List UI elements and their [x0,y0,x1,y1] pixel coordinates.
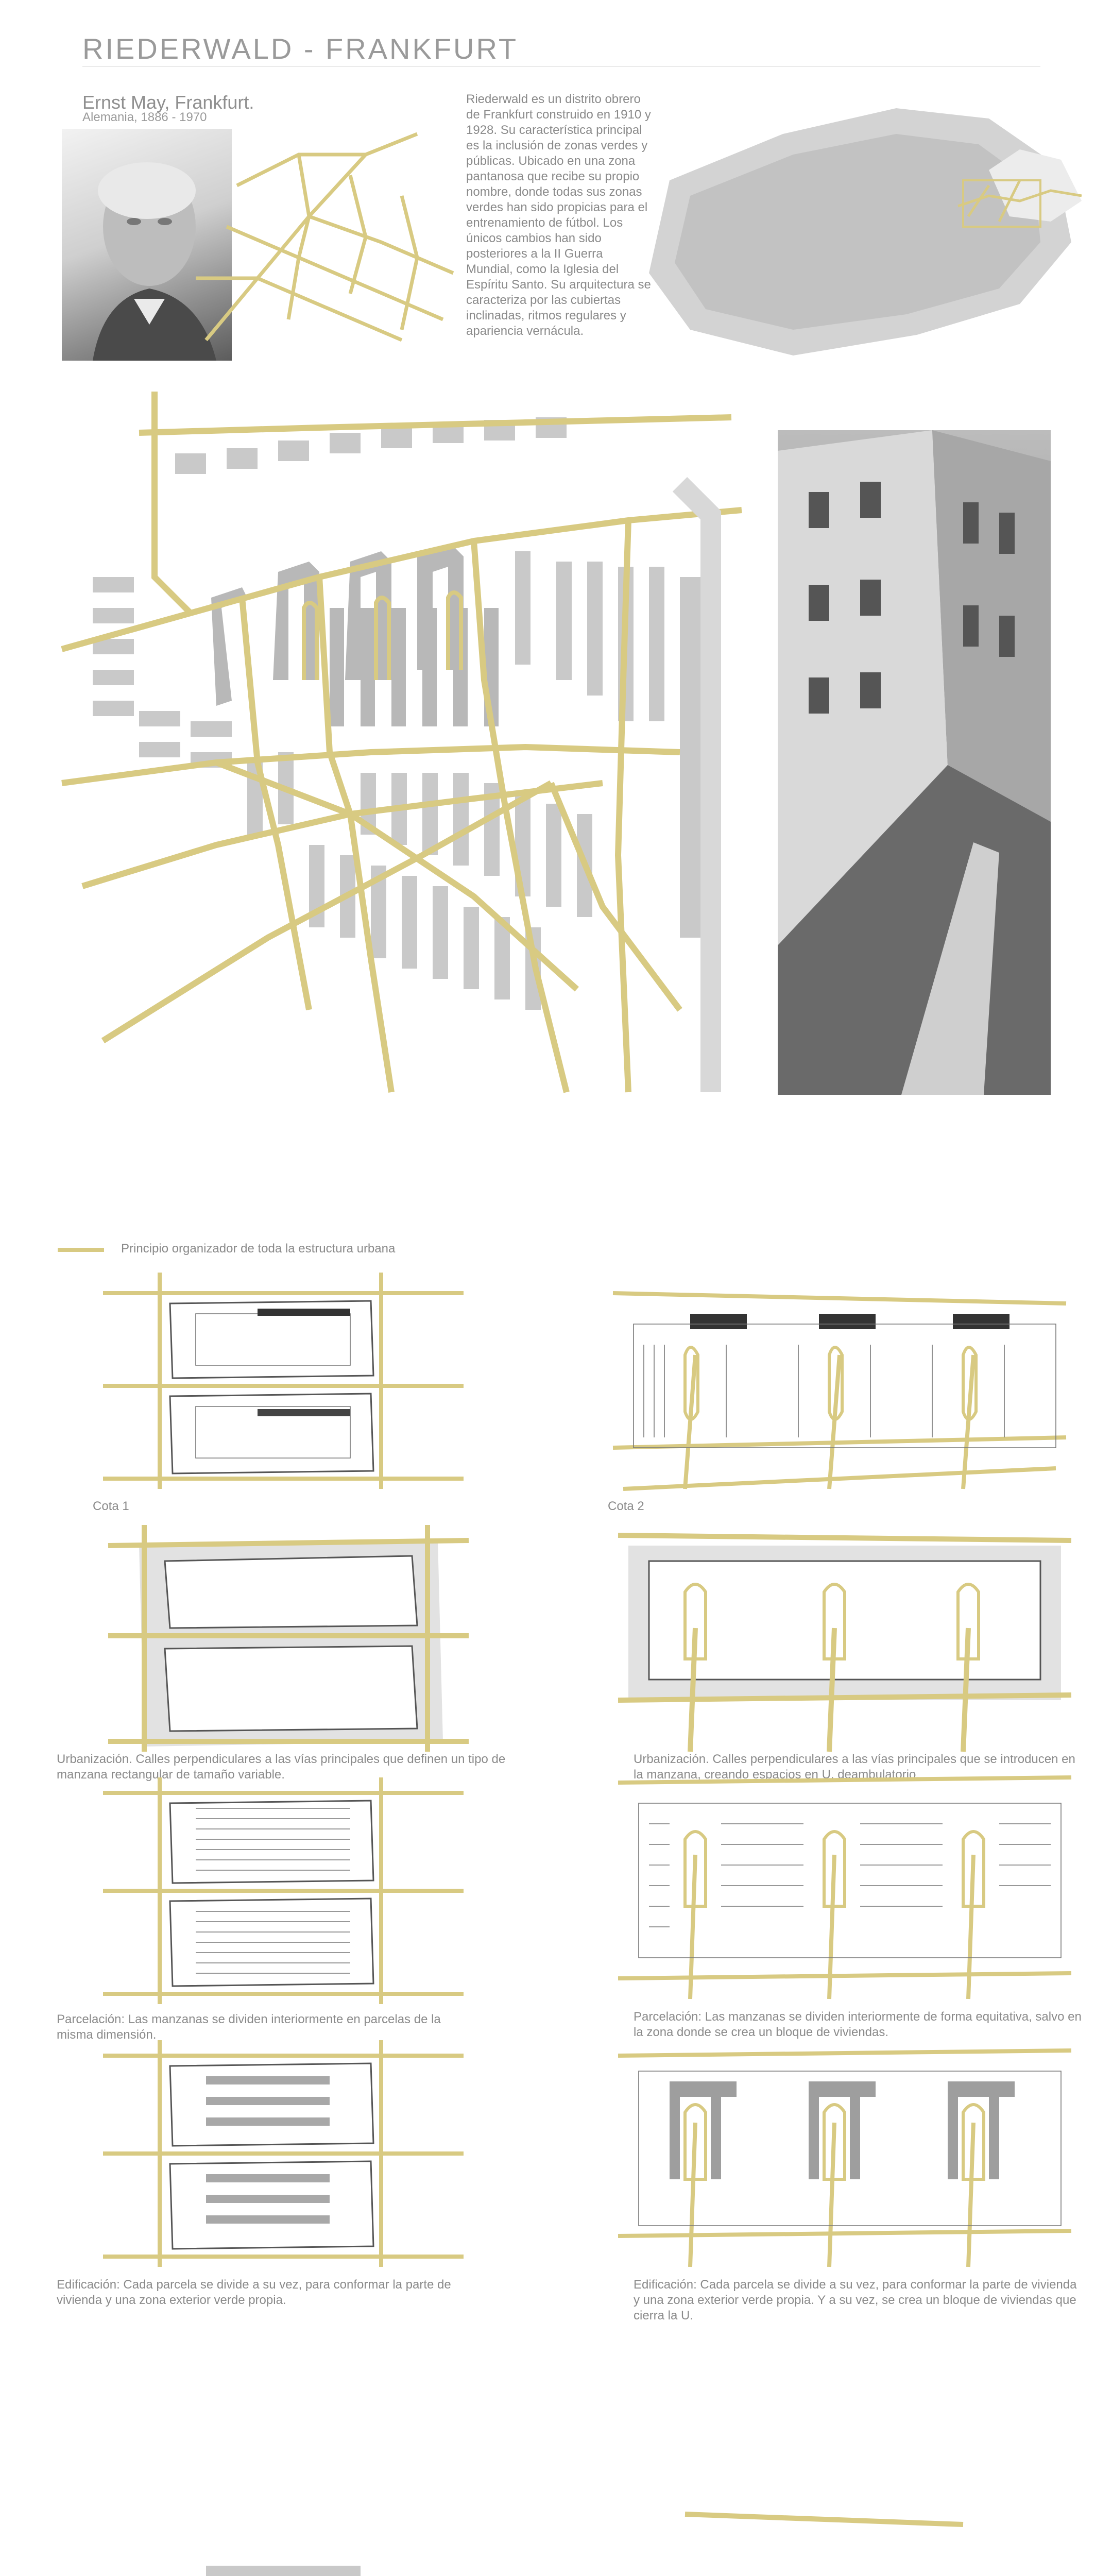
architect-name: Ernst May, Frankfurt. [82,92,254,113]
edif-left-caption: Edificación: Cada parcela se divide a su vez, para conformar la parte de vivienda y una zona exterior verde propia. [57,2278,451,2307]
urb-right-caption: Urbanización. Calles perpendiculares a las vías principales que se introducen en la manzana, creando espacios en U, deambulatorio. [634,1752,1075,1782]
detail-tipologia1 [685,2504,984,2576]
diagram-urb-right [618,1525,1071,1752]
principle-legend-line [58,1248,104,1252]
photo-facade [778,430,1051,1095]
diagram-urb-left [108,1525,469,1752]
diagram-edif-left [103,2040,464,2267]
cota2-label: Cota 2 [608,1499,644,1513]
diagram-parc-right [618,1772,1071,1999]
page-title: RIEDERWALD - FRANKFURT [82,32,519,65]
parc-left-caption: Parcelación: Las manzanas se dividen interiormente en parcelas de la misma dimensión. [57,2012,441,2042]
diagram-edif-right [618,2040,1071,2267]
cota1-label: Cota 1 [93,1499,129,1513]
street-sketch [196,124,464,366]
city-map [628,88,1092,376]
district-map [62,392,742,1092]
detail-via-deambulatoria [155,2566,422,2576]
diagram-cota2 [613,1283,1066,1489]
street-photo [778,430,1051,1095]
edif-right-caption: Edificación: Cada parcela se divide a su vez, para conformar la parte de vivienda y una zona exterior verde propia. Y a su vez, se crea un bloque de viviendas que cierra la U. [634,2278,1077,2323]
diagram-cota1 [103,1273,464,1489]
principle-label: Principio organizador de toda la estructura urbana [121,1242,396,1256]
architect-dates: Alemania, 1886 - 1970 [82,110,207,124]
intro-text: Riederwald es un distrito obrero de Frankfurt construido en 1910 y 1928. Su característica principal es la inclusión de zonas verdes y públicas. Ubicado en una zona pantanosa que recibe su propio nombre, donde todas sus zonas verdes han sido propicias para el entrenamiento de fútbol. Los únicos cambios han sido posteriores a la II Guerra Mundial, como la Iglesia del Espíritu Santo. Su arquitectura se caracteriza por las cubiertas inclinadas, ritmos regulares y apariencia vernácula. [466,92,651,338]
diagram-parc-left [103,1777,464,2004]
urb-left-caption: Urbanización. Calles perpendiculares a las vías principales que definen un tipo de manzana rectangular de tamaño variable. [57,1752,506,1782]
parc-right-caption: Parcelación: Las manzanas se dividen interiormente de forma equitativa, salvo en la zona donde se crea un bloque de viviendas. [634,2010,1082,2039]
